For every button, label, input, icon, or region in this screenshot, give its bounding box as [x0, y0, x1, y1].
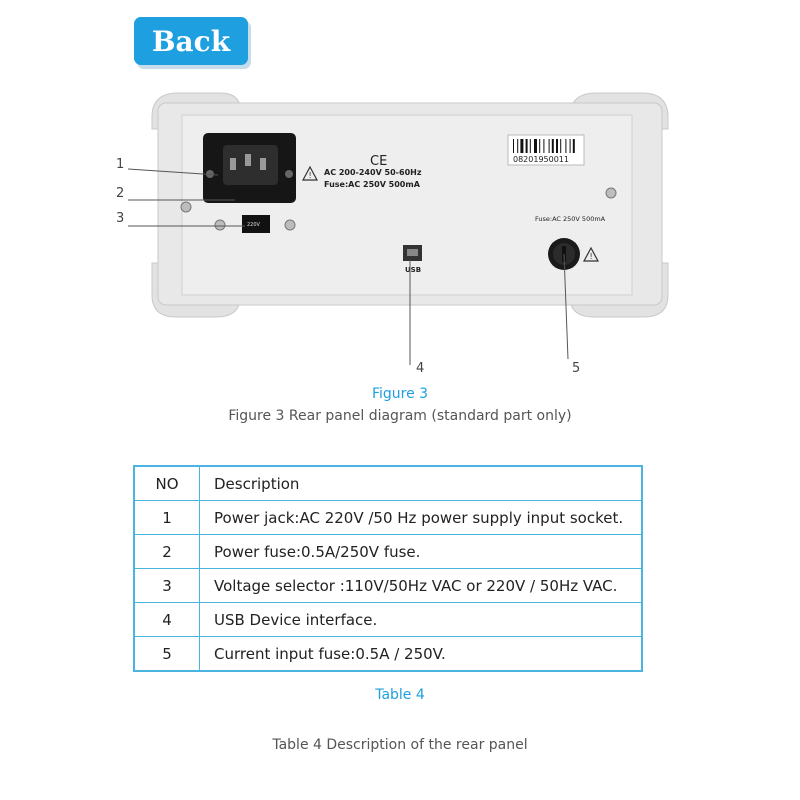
screw-icon — [285, 220, 295, 230]
svg-text:!: ! — [308, 171, 312, 180]
back-button[interactable]: Back — [134, 17, 248, 65]
table-cell-no: 1 — [134, 501, 200, 535]
callout-number: 2 — [116, 186, 125, 201]
screw-icon — [606, 188, 616, 198]
table-header-no: NO — [134, 466, 200, 501]
svg-text:!: ! — [589, 252, 593, 261]
table-row — [134, 535, 642, 569]
barcode — [513, 139, 575, 153]
fuse-rating-text: Fuse:AC 250V 500mA — [324, 180, 420, 189]
table-row — [134, 637, 642, 672]
table-description: Table 4 Description of the rear panel — [272, 737, 528, 753]
fuse-holder-label: Fuse:AC 250V 500mA — [535, 215, 606, 223]
callout-number: 1 — [116, 157, 125, 172]
voltage-switch-label: 220V — [247, 222, 260, 228]
table-cell-description: Current input fuse:0.5A / 250V. — [200, 637, 643, 672]
rear-panel-table — [133, 465, 643, 672]
callout-number: 3 — [116, 211, 125, 226]
screw-icon — [215, 220, 225, 230]
table-header-description: Description — [200, 466, 643, 501]
table-header-row — [134, 466, 642, 501]
power-rating-text: AC 200-240V 50-60Hz — [324, 168, 422, 177]
table-cell-description: Voltage selector :110V/50Hz VAC or 220V / 50Hz VAC. — [200, 569, 643, 603]
ce-mark: CE — [370, 154, 388, 169]
table-cell-no: 3 — [134, 569, 200, 603]
callout-number: 5 — [572, 361, 581, 376]
table-cell-no: 2 — [134, 535, 200, 569]
rear-panel-diagram — [100, 85, 720, 385]
table-cell-description: USB Device interface. — [200, 603, 643, 637]
usb-label: USB — [405, 266, 422, 274]
figure-description: Figure 3 Rear panel diagram (standard part only) — [228, 408, 572, 424]
figure-caption: Figure 3 — [371, 386, 429, 402]
screw-icon — [181, 202, 191, 212]
table-row — [134, 569, 642, 603]
table-row — [134, 501, 642, 535]
table-cell-no: 5 — [134, 637, 200, 672]
callout-number: 4 — [416, 361, 425, 376]
table-cell-description: Power jack:AC 220V /50 Hz power supply input socket. — [200, 501, 643, 535]
table-cell-description: Power fuse:0.5A/250V fuse. — [200, 535, 643, 569]
table-caption: Table 4 — [375, 687, 425, 703]
table-cell-no: 4 — [134, 603, 200, 637]
barcode-number: 08201950011 — [513, 155, 569, 164]
table-row — [134, 603, 642, 637]
